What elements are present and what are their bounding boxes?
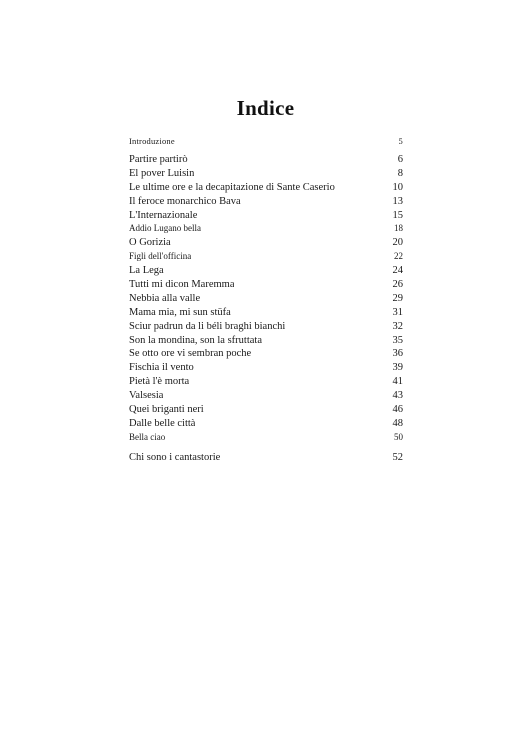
toc-entry [129,236,403,250]
toc-entry [129,264,403,278]
toc-entry-label: Il feroce monarchico Bava [129,195,241,207]
toc-entry-page: 5 [398,136,403,146]
toc-entry-page: 24 [392,265,403,277]
toc-entry [129,250,403,264]
toc-entry [129,320,403,334]
toc-entry-page: 46 [392,404,403,416]
toc-entry-page: 32 [392,320,403,332]
page-title: Indice [236,96,295,120]
toc-entry-page: 18 [394,223,403,234]
toc-entry-label: Quei briganti neri [129,404,204,416]
toc-entry [129,292,403,306]
toc-entry [129,375,403,389]
toc-entry-page: 50 [394,431,403,442]
toc-entry [129,431,403,445]
toc-entry [129,403,403,417]
toc-entry [129,195,403,209]
toc-entry [129,347,403,361]
toc-entry-label: Figli dell'officina [129,251,192,262]
toc-entry [129,334,403,348]
toc-entry [129,278,403,292]
toc-entry-page: 43 [392,390,403,402]
toc-entry-label: Pietà l'è morta [129,376,190,388]
toc-entry-page: 41 [392,376,403,388]
toc-entry-label: Dalle belle città [129,417,196,429]
toc-entry-introduzione [129,134,403,148]
toc-entry-page: 15 [392,209,403,221]
toc-entry-label: Son la mondina, son la sfruttata [129,334,262,346]
toc-entry-page: 26 [392,279,403,291]
toc-entry-cantastorie [129,451,403,465]
toc-entry-page: 22 [394,251,403,262]
table-of-contents [129,134,403,465]
toc-entry-page: 20 [392,237,403,249]
toc-entry [129,306,403,320]
toc-entry-label: Le ultime ore e la decapitazione di Sante Caserio [129,181,335,193]
toc-entry-page: 10 [392,181,403,193]
toc-entry [129,167,403,181]
toc-entry-label: La Lega [129,265,164,277]
toc-entry-label: Se otto ore vi sembran poche [129,348,252,360]
toc-entry [129,209,403,223]
toc-entry-label: Addio Lugano bella [129,223,201,234]
toc-entry [129,389,403,403]
toc-entry-label: El pover Luisin [129,167,195,179]
toc-entry [129,361,403,375]
toc-entry [129,417,403,431]
toc-entry-page: 29 [392,292,403,304]
toc-entry-label: Chi sono i cantastorie [129,451,221,463]
toc-entry-page: 48 [392,417,403,429]
toc-entry-label: Nebbia alla valle [129,292,201,304]
toc-entry-label: Sciur padrun da li béli braghi bianchi [129,320,286,332]
toc-entry-label: O Gorizia [129,237,171,249]
toc-entry-page: 8 [397,167,403,179]
toc-entry [129,153,403,167]
toc-entry-page: 36 [392,348,403,360]
toc-entry-label: Partire partirò [129,154,188,165]
toc-entry-page: 35 [392,334,403,346]
toc-entry-page: 13 [392,195,403,207]
toc-entry-label: Introduzione [129,136,175,146]
toc-entry-page: 6 [397,154,403,165]
toc-entry-label: Mama mia, mi sun stüfa [129,306,231,318]
toc-entry-label: Fischia il vento [129,362,194,374]
toc-entry-label: Valsesia [129,390,164,402]
toc-entry-label: L'Internazionale [129,209,198,221]
toc-entry-page: 52 [392,451,403,463]
toc-entry-page: 39 [392,362,403,374]
toc-entry [129,222,403,236]
toc-entry-page: 31 [392,306,403,318]
toc-entry-label: Tutti mi dicon Maremma [129,279,235,291]
toc-entry [129,181,403,195]
toc-entry-label: Bella ciao [129,431,166,442]
